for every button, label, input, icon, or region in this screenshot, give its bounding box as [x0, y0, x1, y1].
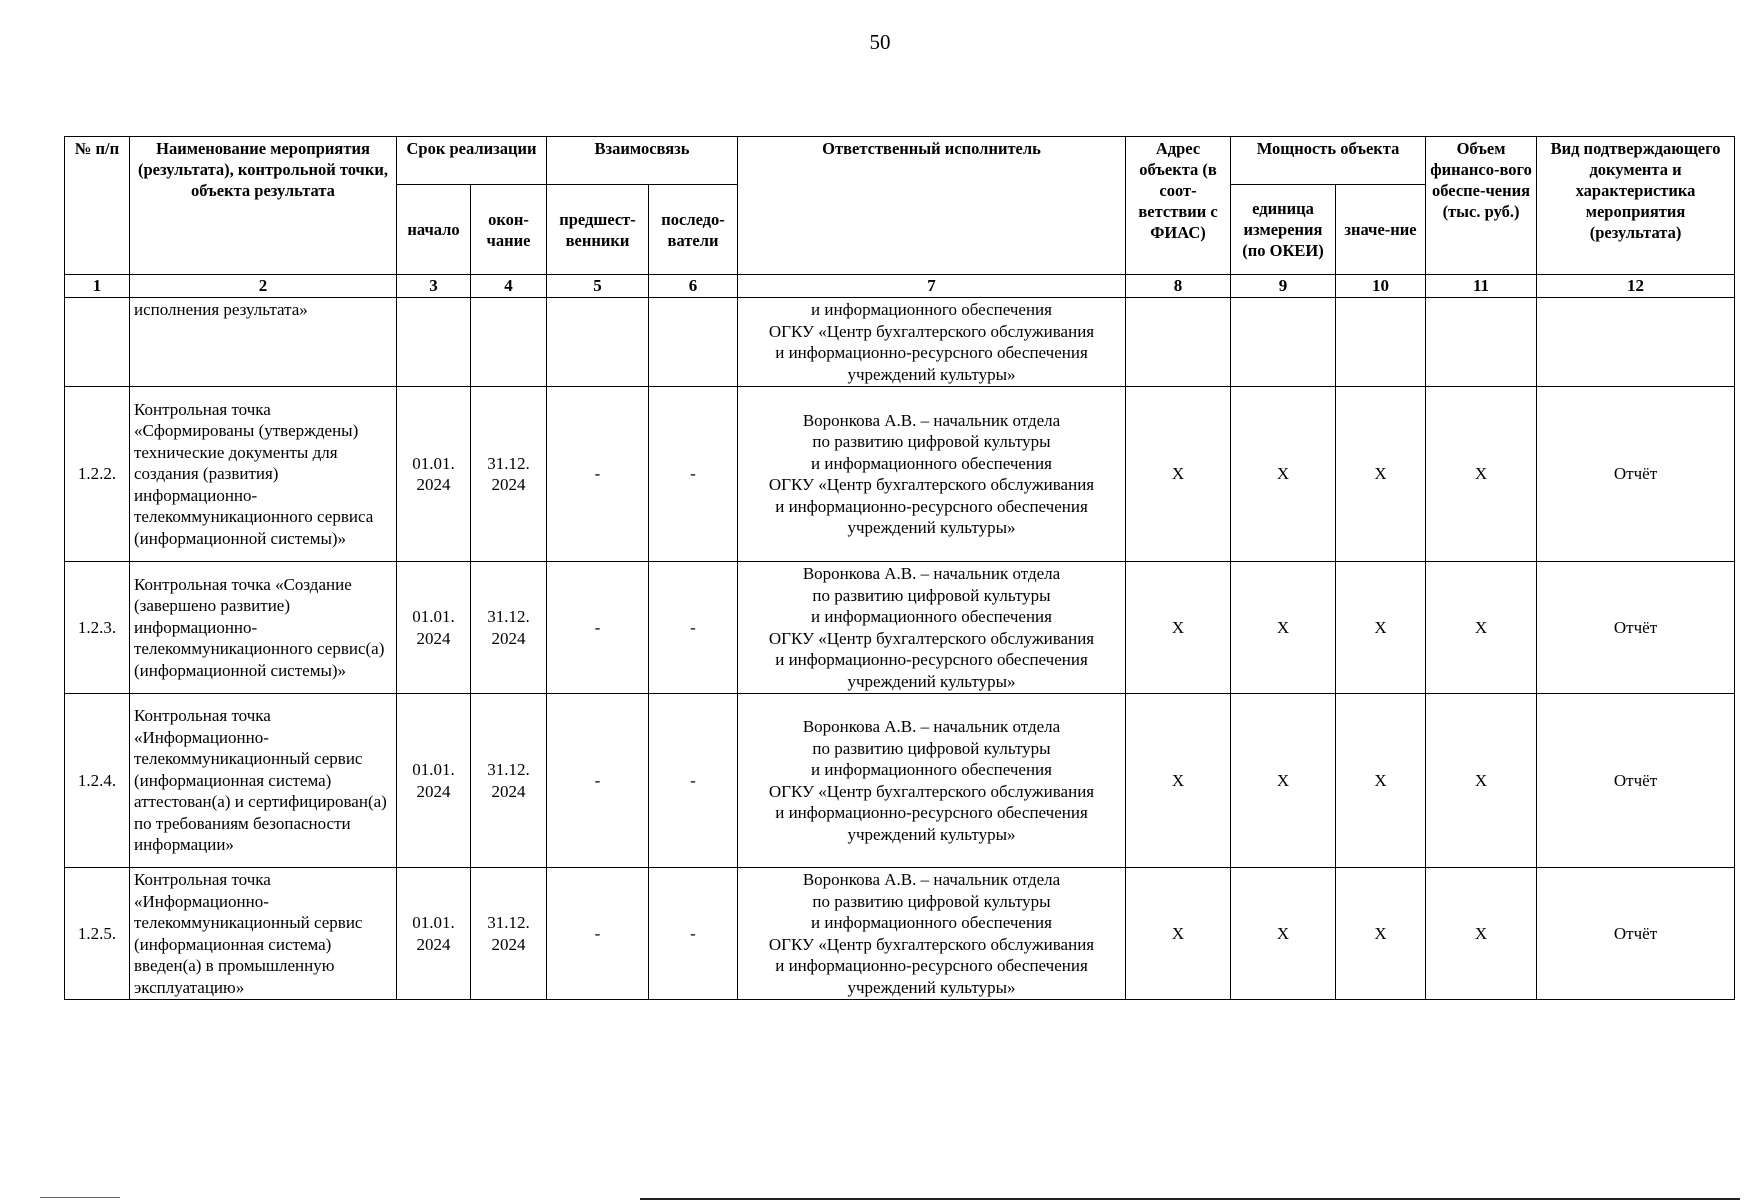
row-address: X: [1126, 562, 1231, 694]
header-finance: Объем финансо-вого обеспе-чения (тыс. руб.): [1426, 137, 1537, 275]
row-end: 31.12. 2024: [471, 387, 547, 562]
row-end: 31.12. 2024: [471, 694, 547, 868]
row-successors: -: [649, 868, 738, 1000]
table-row: [65, 562, 1735, 694]
empty-cell: [471, 298, 547, 387]
continuation-row: [65, 298, 1735, 387]
row-start: 01.01. 2024: [397, 868, 471, 1000]
row-predecessors: -: [547, 694, 649, 868]
row-value: X: [1336, 562, 1426, 694]
empty-cell: [397, 298, 471, 387]
column-number: 10: [1336, 275, 1426, 298]
table-row: [65, 387, 1735, 562]
header-capacity: Мощность объекта: [1231, 137, 1426, 185]
column-number: 5: [547, 275, 649, 298]
row-responsible: Воронкова А.В. – начальник отдела по развитию цифровой культуры и информационного обеспечения ОГКУ «Центр бухгалтерского обслуживания и информационно-ресурсного обеспечения учреждений культуры»: [738, 868, 1126, 1000]
row-responsible: Воронкова А.В. – начальник отдела по развитию цифровой культуры и информационного обеспечения ОГКУ «Центр бухгалтерского обслуживания и информационно-ресурсного обеспечения учреждений культуры»: [738, 694, 1126, 868]
column-number: 8: [1126, 275, 1231, 298]
row-num: [65, 298, 130, 387]
empty-cell: [649, 298, 738, 387]
row-unit: X: [1231, 387, 1336, 562]
row-num: 1.2.4.: [65, 694, 130, 868]
row-predecessors: -: [547, 562, 649, 694]
header-name: Наименование мероприятия (результата), контрольной точки, объекта результата: [130, 137, 397, 275]
header-unit: единица измерения (по ОКЕИ): [1231, 185, 1336, 275]
row-successors: -: [649, 694, 738, 868]
header-term: Срок реализации: [397, 137, 547, 185]
row-name: Контрольная точка «Информационно-телекоммуникационный сервис (информационная система) введен(а) в промышленную эксплуатацию»: [130, 868, 397, 1000]
row-start: 01.01. 2024: [397, 387, 471, 562]
row-name: Контрольная точка «Информационно-телекоммуникационный сервис (информационная система) аттестован(а) и сертифицирован(а) по требованиям безопасности информации»: [130, 694, 397, 868]
column-number: 4: [471, 275, 547, 298]
row-address: X: [1126, 694, 1231, 868]
row-start: 01.01. 2024: [397, 562, 471, 694]
header-end: окон-чание: [471, 185, 547, 275]
header-successors: последо-ватели: [649, 185, 738, 275]
column-number: 12: [1537, 275, 1735, 298]
empty-cell: [1336, 298, 1426, 387]
empty-cell: [547, 298, 649, 387]
header-responsible: Ответственный исполнитель: [738, 137, 1126, 275]
row-successors: -: [649, 562, 738, 694]
row-finance: X: [1426, 562, 1537, 694]
row-responsible: и информационного обеспечения ОГКУ «Центр бухгалтерского обслуживания и информационно-ресурсного обеспечения учреждений культуры»: [738, 298, 1126, 387]
empty-cell: [1426, 298, 1537, 387]
empty-cell: [1231, 298, 1336, 387]
row-value: X: [1336, 694, 1426, 868]
row-unit: X: [1231, 694, 1336, 868]
row-end: 31.12. 2024: [471, 562, 547, 694]
row-name: Контрольная точка «Создание (завершено развитие) информационно-телекоммуникационного сервис(а) (информационной системы)»: [130, 562, 397, 694]
table-row: [65, 694, 1735, 868]
column-number: 6: [649, 275, 738, 298]
header-row-top: [65, 137, 1735, 185]
header-predecessors: предшест-венники: [547, 185, 649, 275]
row-start: 01.01. 2024: [397, 694, 471, 868]
row-predecessors: -: [547, 868, 649, 1000]
header-start: начало: [397, 185, 471, 275]
row-end: 31.12. 2024: [471, 868, 547, 1000]
row-unit: X: [1231, 562, 1336, 694]
row-address: X: [1126, 868, 1231, 1000]
row-num: 1.2.2.: [65, 387, 130, 562]
column-number-row: [65, 275, 1735, 298]
scan-edge-mark: [40, 1197, 120, 1198]
row-responsible: Воронкова А.В. – начальник отдела по развитию цифровой культуры и информационного обеспечения ОГКУ «Центр бухгалтерского обслуживания и информационно-ресурсного обеспечения учреждений культуры»: [738, 387, 1126, 562]
page-number: 50: [869, 30, 891, 54]
row-doc: Отчёт: [1537, 694, 1735, 868]
row-doc: Отчёт: [1537, 562, 1735, 694]
empty-cell: [1126, 298, 1231, 387]
column-number: 3: [397, 275, 471, 298]
empty-cell: [1537, 298, 1735, 387]
header-address: Адрес объекта (в соот-ветствии с ФИАС): [1126, 137, 1231, 275]
row-responsible: Воронкова А.В. – начальник отдела по развитию цифровой культуры и информационного обеспечения ОГКУ «Центр бухгалтерского обслуживания и информационно-ресурсного обеспечения учреждений культуры»: [738, 562, 1126, 694]
row-finance: X: [1426, 694, 1537, 868]
column-number: 7: [738, 275, 1126, 298]
row-value: X: [1336, 387, 1426, 562]
column-number: 2: [130, 275, 397, 298]
column-number: 1: [65, 275, 130, 298]
row-num: 1.2.5.: [65, 868, 130, 1000]
row-name: исполнения результата»: [130, 298, 397, 387]
header-value: значе-ние: [1336, 185, 1426, 275]
column-number: 9: [1231, 275, 1336, 298]
row-finance: X: [1426, 387, 1537, 562]
row-num: 1.2.3.: [65, 562, 130, 694]
table-row: [65, 868, 1735, 1000]
row-finance: X: [1426, 868, 1537, 1000]
row-predecessors: -: [547, 387, 649, 562]
row-address: X: [1126, 387, 1231, 562]
plan-table: [64, 136, 1735, 1000]
header-num: № п/п: [65, 137, 130, 275]
row-unit: X: [1231, 868, 1336, 1000]
row-doc: Отчёт: [1537, 387, 1735, 562]
row-successors: -: [649, 387, 738, 562]
row-name: Контрольная точка «Сформированы (утверждены) технические документы для создания (развития) информационно-телекоммуникационного сервиса (информационной системы)»: [130, 387, 397, 562]
header-relation: Взаимосвязь: [547, 137, 738, 185]
header-doc-type: Вид подтверждающего документа и характеристика мероприятия (результата): [1537, 137, 1735, 275]
row-doc: Отчёт: [1537, 868, 1735, 1000]
column-number: 11: [1426, 275, 1537, 298]
row-value: X: [1336, 868, 1426, 1000]
